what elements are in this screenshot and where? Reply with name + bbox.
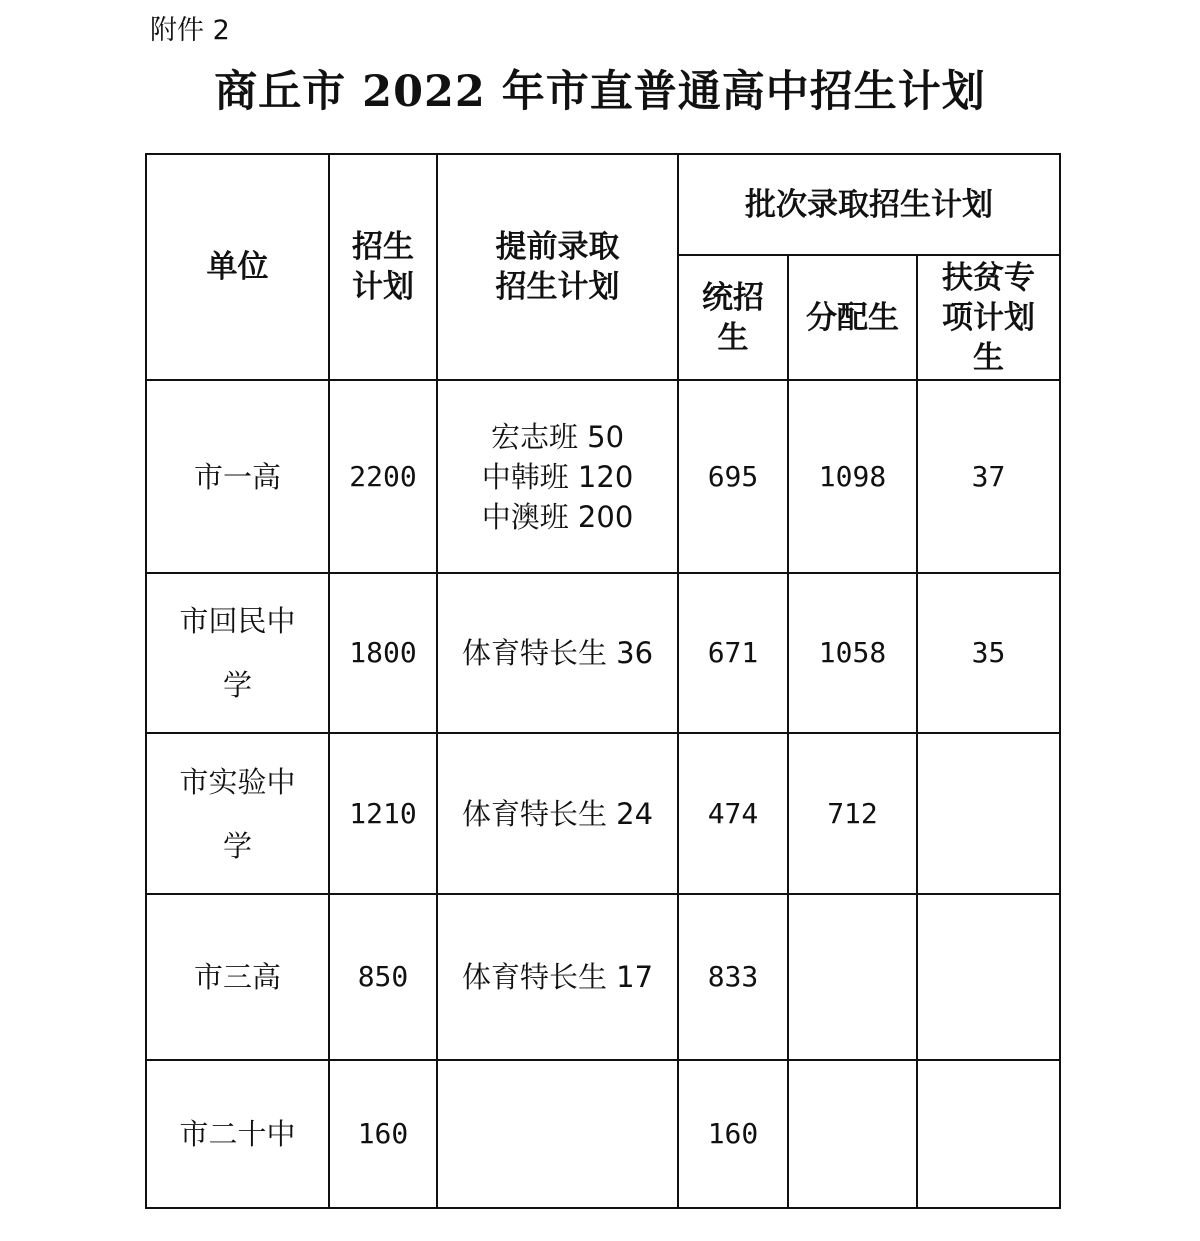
cell-early-line: 宏志班 50 [490, 419, 625, 454]
header-plan-line: 计划 [352, 269, 414, 305]
header-unified-line: 生 [717, 319, 749, 356]
cell-poverty [917, 894, 1060, 1060]
table-row [146, 1060, 1060, 1208]
cell-unit [146, 894, 329, 1060]
header-early-line: 提前录取 [495, 229, 620, 265]
header-poverty-line: 项计划 [942, 299, 1035, 336]
cell-early [437, 1060, 678, 1208]
cell-allocated [788, 894, 917, 1060]
header-plan-line: 招生 [352, 229, 414, 265]
cell-plan: 2200 [329, 380, 437, 573]
header-plan [329, 154, 437, 380]
cell-plan: 160 [329, 1060, 437, 1208]
header-early-admission [437, 154, 678, 380]
table-row [146, 733, 1060, 894]
cell-allocated: 1058 [788, 573, 917, 733]
cell-unit-line: 学 [222, 668, 252, 702]
header-poverty [917, 255, 1060, 380]
header-allocated [788, 255, 917, 380]
attachment-label: 附件 2 [150, 15, 230, 46]
cell-unified: 160 [678, 1060, 788, 1208]
cell-unit-line: 市三高 [193, 960, 281, 994]
cell-unit-line: 市二十中 [179, 1117, 296, 1151]
cell-early-line: 中韩班 120 [481, 459, 634, 494]
cell-early [437, 573, 678, 733]
header-unit-text: 单位 [206, 249, 269, 285]
cell-unit [146, 1060, 329, 1208]
header-row-top [146, 154, 1060, 255]
header-batch-group-text: 批次录取招生计划 [745, 186, 993, 223]
header-batch-group [678, 154, 1060, 255]
cell-poverty [917, 733, 1060, 894]
header-allocated-text: 分配生 [806, 299, 899, 336]
cell-unit [146, 733, 329, 894]
cell-unified: 695 [678, 380, 788, 573]
cell-unit-line: 学 [222, 828, 252, 863]
cell-poverty [917, 1060, 1060, 1208]
cell-unified: 671 [678, 573, 788, 733]
cell-plan: 1800 [329, 573, 437, 733]
cell-poverty: 37 [917, 380, 1060, 573]
cell-unit-line: 市实验中 [179, 764, 296, 799]
table-row [146, 573, 1060, 733]
enrollment-plan-table [145, 153, 1061, 1209]
cell-early [437, 733, 678, 894]
cell-unit-line: 市一高 [193, 459, 281, 494]
document-title: 商丘市 2022 年市直普通高中招生计划 [214, 67, 986, 117]
header-unified [678, 255, 788, 380]
cell-unified: 833 [678, 894, 788, 1060]
cell-poverty: 35 [917, 573, 1060, 733]
cell-early-line: 体育特长生 24 [461, 796, 654, 831]
cell-early [437, 894, 678, 1060]
table-row [146, 894, 1060, 1060]
cell-plan: 850 [329, 894, 437, 1060]
header-early-line: 招生计划 [495, 269, 620, 305]
cell-unit [146, 380, 329, 573]
cell-early [437, 380, 678, 573]
header-unit [146, 154, 329, 380]
header-poverty-line: 生 [973, 339, 1004, 376]
cell-plan: 1210 [329, 733, 437, 894]
cell-early-line: 体育特长生 17 [461, 960, 654, 994]
cell-early-line: 中澳班 200 [481, 499, 634, 534]
cell-early-line: 体育特长生 36 [461, 636, 654, 670]
table-row [146, 380, 1060, 573]
cell-allocated: 1098 [788, 380, 917, 573]
cell-unified: 474 [678, 733, 788, 894]
cell-unit-line: 市回民中 [179, 604, 296, 638]
cell-allocated [788, 1060, 917, 1208]
header-unified-line: 统招 [702, 279, 764, 316]
cell-allocated: 712 [788, 733, 917, 894]
cell-unit [146, 573, 329, 733]
header-poverty-line: 扶贫专 [942, 259, 1035, 296]
